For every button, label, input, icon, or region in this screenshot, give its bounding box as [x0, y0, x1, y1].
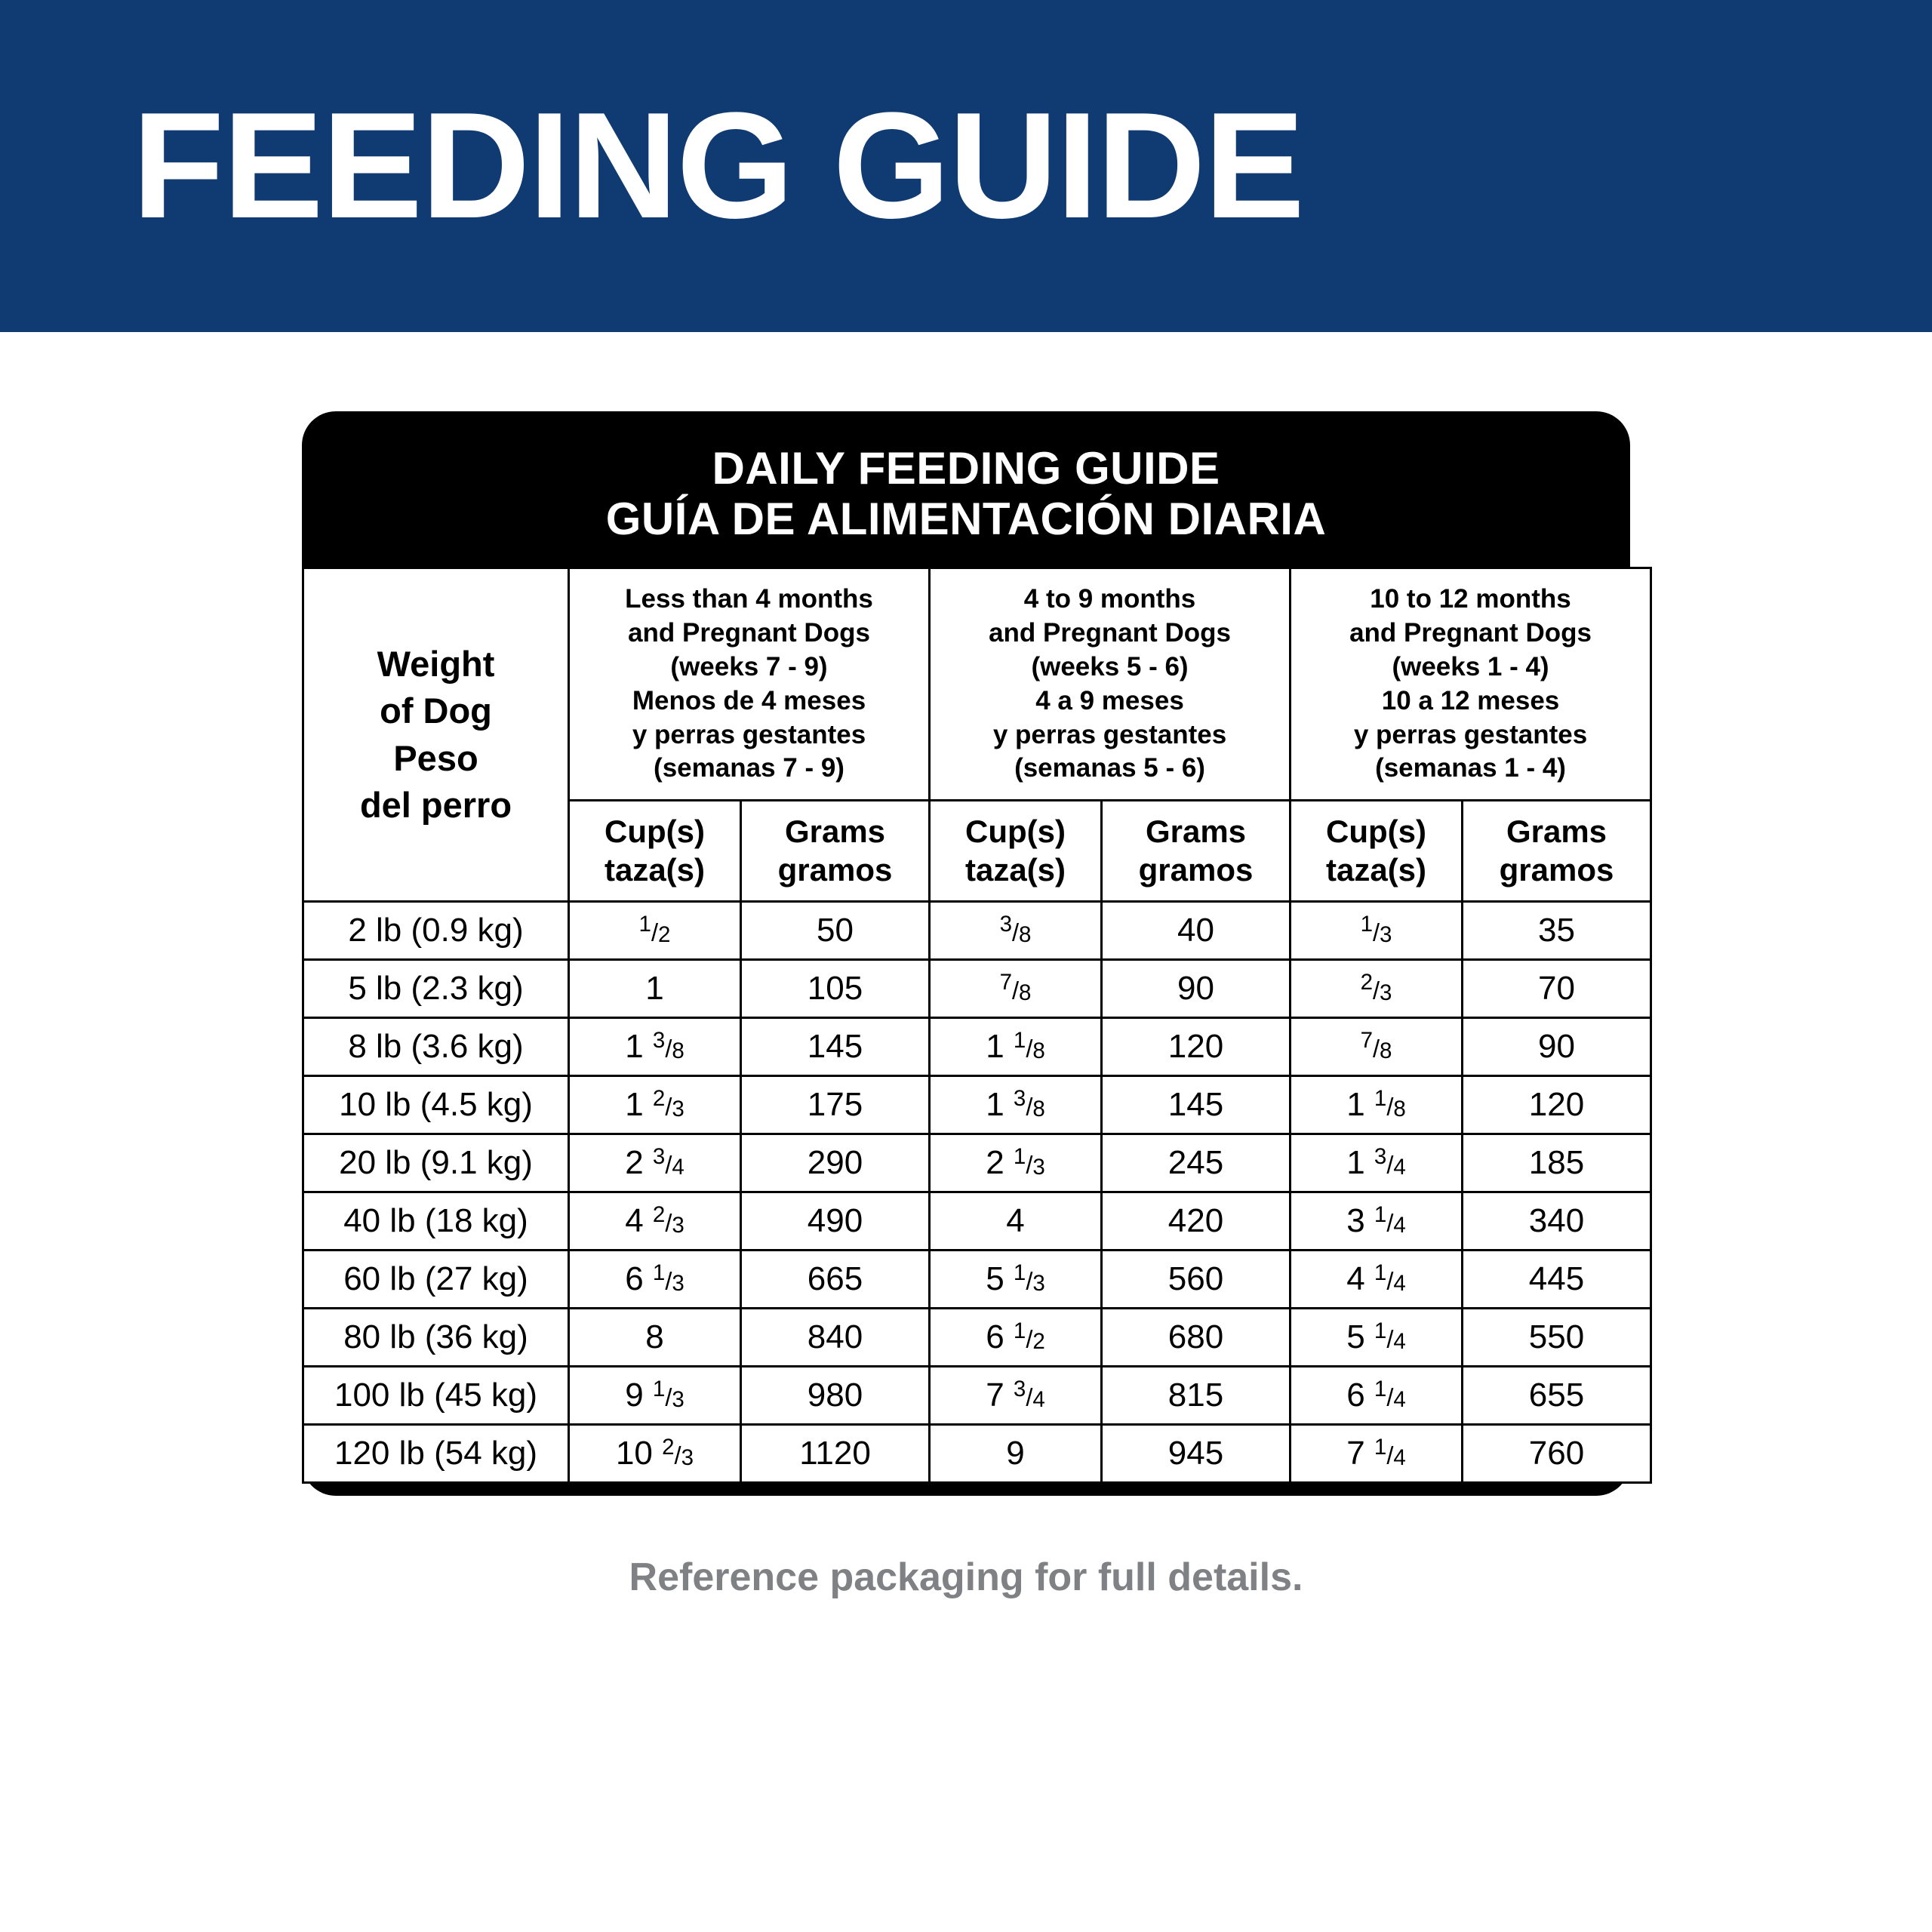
grams-cell-3: 760 — [1463, 1424, 1651, 1482]
grams-cell-2: 680 — [1102, 1308, 1291, 1366]
dog-weight-cell: 100 lb (45 kg) — [303, 1366, 569, 1424]
weight-header-line-3: del perro — [359, 784, 512, 825]
table-row — [303, 1192, 1651, 1250]
grams-cell-3: 120 — [1463, 1075, 1651, 1134]
age-group-1-line-1: and Pregnant Dogs — [628, 618, 870, 648]
dog-weight-cell: 2 lb (0.9 kg) — [303, 901, 569, 959]
grams-cell-3: 70 — [1463, 959, 1651, 1017]
table-row — [303, 1017, 1651, 1075]
age-group-1-line-4: y perras gestantes — [632, 719, 866, 749]
age-group-2-line-2: (weeks 5 - 6) — [1031, 651, 1189, 681]
grams-cell-3: 550 — [1463, 1308, 1651, 1366]
grams-cell-1: 840 — [741, 1308, 930, 1366]
cups-cell-3: 4 1/4 — [1291, 1250, 1463, 1308]
cups-cell-1: 1 — [569, 959, 741, 1017]
age-group-3-line-4: y perras gestantes — [1353, 719, 1588, 749]
cups-cell-1: 1 2/3 — [569, 1075, 741, 1134]
dog-weight-cell: 8 lb (3.6 kg) — [303, 1017, 569, 1075]
card-header — [302, 411, 1630, 567]
cups-cell-1: 2 3/4 — [569, 1134, 741, 1192]
table-row — [303, 1366, 1651, 1424]
dog-weight-cell: 80 lb (36 kg) — [303, 1308, 569, 1366]
cups-header-2: Cup(s) taza(s) — [930, 801, 1102, 901]
grams-cell-3: 445 — [1463, 1250, 1651, 1308]
grams-cell-3: 655 — [1463, 1366, 1651, 1424]
grams-cell-1: 105 — [741, 959, 930, 1017]
grams-cell-2: 145 — [1102, 1075, 1291, 1134]
grams-cell-1: 980 — [741, 1366, 930, 1424]
cups-cell-2: 7 3/4 — [930, 1366, 1102, 1424]
age-group-3-line-2: (weeks 1 - 4) — [1392, 651, 1549, 681]
cups-cell-1: 6 1/3 — [569, 1250, 741, 1308]
cups-cell-3: 7 1/4 — [1291, 1424, 1463, 1482]
table-row — [303, 1134, 1651, 1192]
grams-cell-1: 290 — [741, 1134, 930, 1192]
grams-cell-2: 560 — [1102, 1250, 1291, 1308]
cups-header-3: Cup(s) taza(s) — [1291, 801, 1463, 901]
grams-cell-3: 90 — [1463, 1017, 1651, 1075]
cups-cell-2: 9 — [930, 1424, 1102, 1482]
dog-weight-cell: 120 lb (54 kg) — [303, 1424, 569, 1482]
cups-cell-2: 5 1/3 — [930, 1250, 1102, 1308]
grams-cell-2: 40 — [1102, 901, 1291, 959]
weight-header-line-1: of Dog — [380, 691, 492, 731]
grams-cell-3: 35 — [1463, 901, 1651, 959]
dog-weight-cell: 20 lb (9.1 kg) — [303, 1134, 569, 1192]
table-row — [303, 1250, 1651, 1308]
weight-header-line-2: Peso — [393, 737, 478, 778]
cups-cell-2: 1 3/8 — [930, 1075, 1102, 1134]
grams-cell-1: 665 — [741, 1250, 930, 1308]
age-group-3-line-3: 10 a 12 meses — [1381, 685, 1560, 715]
cups-cell-2: 6 1/2 — [930, 1308, 1102, 1366]
grams-cell-2: 245 — [1102, 1134, 1291, 1192]
cups-cell-3: 1/3 — [1291, 901, 1463, 959]
cups-cell-2: 3/8 — [930, 901, 1102, 959]
footer-note: Reference packaging for full details. — [629, 1555, 1303, 1599]
cups-cell-3: 6 1/4 — [1291, 1366, 1463, 1424]
grams-header-1: Grams gramos — [741, 801, 930, 901]
cups-cell-3: 2/3 — [1291, 959, 1463, 1017]
feeding-table — [302, 567, 1652, 1483]
cups-cell-2: 4 — [930, 1192, 1102, 1250]
grams-cell-3: 185 — [1463, 1134, 1651, 1192]
table-row — [303, 959, 1651, 1017]
grams-cell-2: 815 — [1102, 1366, 1291, 1424]
cups-cell-1: 1 3/8 — [569, 1017, 741, 1075]
table-header-row-groups — [303, 568, 1651, 801]
cups-cell-3: 1 3/4 — [1291, 1134, 1463, 1192]
cups-cell-1: 9 1/3 — [569, 1366, 741, 1424]
grams-cell-2: 945 — [1102, 1424, 1291, 1482]
weight-of-dog-header — [303, 568, 569, 901]
age-group-2-line-4: y perras gestantes — [992, 719, 1227, 749]
age-group-3-line-0: 10 to 12 months — [1370, 584, 1571, 614]
age-group-header-1 — [569, 568, 930, 801]
table-row — [303, 1075, 1651, 1134]
table-row — [303, 1424, 1651, 1482]
table-row — [303, 901, 1651, 959]
age-group-3-line-5: (semanas 1 - 4) — [1375, 753, 1566, 783]
page-banner — [0, 0, 1932, 332]
cups-cell-2: 2 1/3 — [930, 1134, 1102, 1192]
age-group-2-line-3: 4 a 9 meses — [1035, 685, 1184, 715]
cups-cell-2: 1 1/8 — [930, 1017, 1102, 1075]
card-title-en: DAILY FEEDING GUIDE — [712, 443, 1220, 494]
grams-header-2: Grams gramos — [1102, 801, 1291, 901]
age-group-1-line-3: Menos de 4 meses — [632, 685, 866, 715]
age-group-2-line-5: (semanas 5 - 6) — [1014, 753, 1205, 783]
cups-cell-3: 1 1/8 — [1291, 1075, 1463, 1134]
weight-header-line-0: Weight — [377, 644, 495, 685]
grams-cell-1: 1120 — [741, 1424, 930, 1482]
age-group-1-line-5: (semanas 7 - 9) — [654, 753, 844, 783]
grams-cell-1: 490 — [741, 1192, 930, 1250]
grams-cell-2: 90 — [1102, 959, 1291, 1017]
age-group-2-line-0: 4 to 9 months — [1023, 584, 1196, 614]
cups-header-1: Cup(s) taza(s) — [569, 801, 741, 901]
grams-cell-2: 420 — [1102, 1192, 1291, 1250]
age-group-1-line-0: Less than 4 months — [625, 584, 873, 614]
dog-weight-cell: 10 lb (4.5 kg) — [303, 1075, 569, 1134]
dog-weight-cell: 40 lb (18 kg) — [303, 1192, 569, 1250]
cups-cell-1: 8 — [569, 1308, 741, 1366]
cups-cell-1: 1/2 — [569, 901, 741, 959]
age-group-3-line-1: and Pregnant Dogs — [1349, 618, 1592, 648]
age-group-header-3 — [1291, 568, 1651, 801]
grams-cell-2: 120 — [1102, 1017, 1291, 1075]
grams-cell-1: 50 — [741, 901, 930, 959]
feeding-table-body — [303, 568, 1651, 1482]
dog-weight-cell: 5 lb (2.3 kg) — [303, 959, 569, 1017]
page-title: FEEDING GUIDE — [132, 82, 1303, 250]
cups-cell-1: 4 2/3 — [569, 1192, 741, 1250]
grams-header-3: Grams gramos — [1463, 801, 1651, 901]
cups-cell-3: 3 1/4 — [1291, 1192, 1463, 1250]
feeding-card-wrapper — [0, 411, 1932, 1496]
age-group-2-line-1: and Pregnant Dogs — [989, 618, 1231, 648]
grams-cell-1: 145 — [741, 1017, 930, 1075]
age-group-1-line-2: (weeks 7 - 9) — [670, 651, 828, 681]
table-row — [303, 1308, 1651, 1366]
cups-cell-3: 5 1/4 — [1291, 1308, 1463, 1366]
grams-cell-1: 175 — [741, 1075, 930, 1134]
card-title-es: GUÍA DE ALIMENTACIÓN DIARIA — [605, 494, 1327, 545]
feeding-card — [302, 411, 1630, 1496]
cups-cell-1: 10 2/3 — [569, 1424, 741, 1482]
cups-cell-2: 7/8 — [930, 959, 1102, 1017]
cups-cell-3: 7/8 — [1291, 1017, 1463, 1075]
grams-cell-3: 340 — [1463, 1192, 1651, 1250]
age-group-header-2 — [930, 568, 1291, 801]
dog-weight-cell: 60 lb (27 kg) — [303, 1250, 569, 1308]
